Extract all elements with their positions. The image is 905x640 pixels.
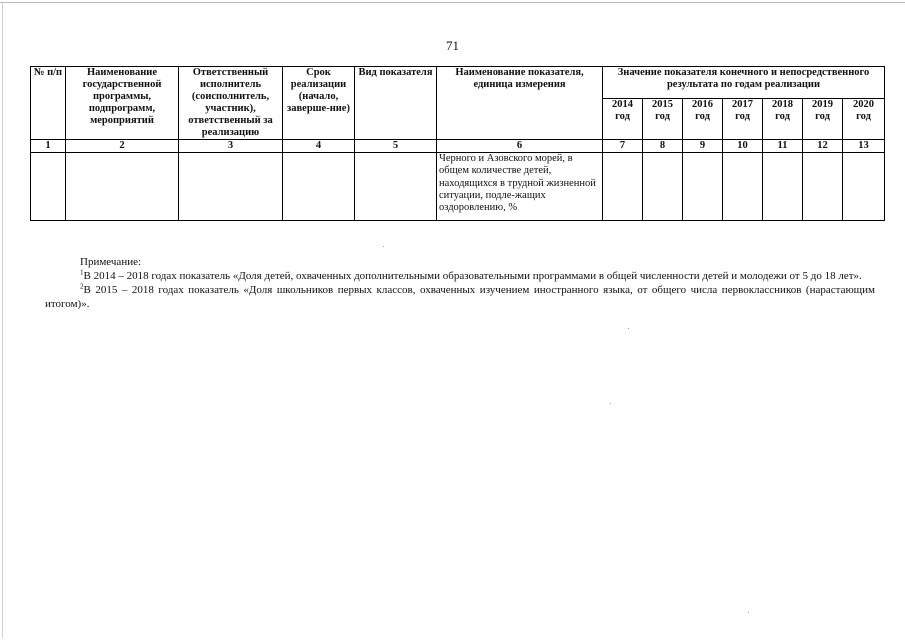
cell-value-2020 (843, 153, 885, 221)
column-number: 7 (603, 140, 643, 153)
cell-number (31, 153, 66, 221)
column-number: 6 (437, 140, 603, 153)
indicator-table (30, 66, 885, 221)
column-number: 4 (283, 140, 355, 153)
footnote-2-text: В 2015 – 2018 годах показатель «Доля школьников первых классов, охваченных изучением иностранного языка, от общего числа первоклассников (нарастающим итогом)». (45, 284, 875, 310)
header-indicator-type: Вид показателя (355, 67, 437, 140)
cell-indicator-name: Черного и Азовского морей, в общем количестве детей, находящихся в трудной жизненной ситуации, подле-жащих оздоровлению, % (437, 153, 603, 221)
scan-top-edge (0, 2, 905, 3)
page-number: 71 (446, 38, 459, 53)
header-year-2017: 2017 год (723, 99, 763, 140)
column-number: 2 (66, 140, 179, 153)
column-number-row (31, 140, 885, 153)
footnote-2 (45, 283, 875, 311)
scan-speck (628, 328, 629, 329)
scan-speck (610, 403, 611, 404)
cell-value-2014 (603, 153, 643, 221)
column-number: 13 (843, 140, 885, 153)
cell-term (283, 153, 355, 221)
table-row (31, 153, 885, 221)
column-number: 9 (683, 140, 723, 153)
header-number: № п/п (31, 67, 66, 140)
footnote-1-text: В 2014 – 2018 годах показатель «Доля детей, охваченных дополнительными образовательными программами в общей численности детей и молодежи от 5 до 18 лет». (83, 270, 862, 282)
header-year-2014: 2014 год (603, 99, 643, 140)
footnote-1-mark: 1 (80, 268, 84, 277)
header-term: Срок реализации (начало, заверше-ние) (283, 67, 355, 140)
cell-program-name (66, 153, 179, 221)
column-number: 3 (179, 140, 283, 153)
column-number: 5 (355, 140, 437, 153)
cell-value-2019 (803, 153, 843, 221)
cell-value-2016 (683, 153, 723, 221)
header-year-2018: 2018 год (763, 99, 803, 140)
scan-speck (383, 246, 384, 247)
column-number: 8 (643, 140, 683, 153)
header-row-main (31, 67, 885, 99)
column-number: 10 (723, 140, 763, 153)
cell-indicator-type (355, 153, 437, 221)
notes-label: Примечание: (80, 256, 142, 268)
column-number: 1 (31, 140, 66, 153)
footnote-1 (45, 269, 875, 283)
header-year-2015: 2015 год (643, 99, 683, 140)
cell-value-2018 (763, 153, 803, 221)
header-year-2019: 2019 год (803, 99, 843, 140)
header-year-2016: 2016 год (683, 99, 723, 140)
column-number: 11 (763, 140, 803, 153)
scan-left-edge (2, 2, 3, 638)
cell-value-2017 (723, 153, 763, 221)
footnote-2-mark: 2 (80, 282, 84, 291)
header-indicator-name: Наименование показателя, единица измерения (437, 67, 603, 140)
header-year-2020: 2020 год (843, 99, 885, 140)
scan-speck (748, 612, 749, 613)
header-indicator-values: Значение показателя конечного и непосредственного результата по годам реализации (603, 67, 885, 99)
cell-value-2015 (643, 153, 683, 221)
header-responsible: Ответственный исполнитель (соисполнитель, участник), ответственный за реализацию (179, 67, 283, 140)
notes-section (45, 255, 875, 311)
header-program-name: Наименование государственной программы, подпрограмм, мероприятий (66, 67, 179, 140)
column-number: 12 (803, 140, 843, 153)
cell-responsible (179, 153, 283, 221)
